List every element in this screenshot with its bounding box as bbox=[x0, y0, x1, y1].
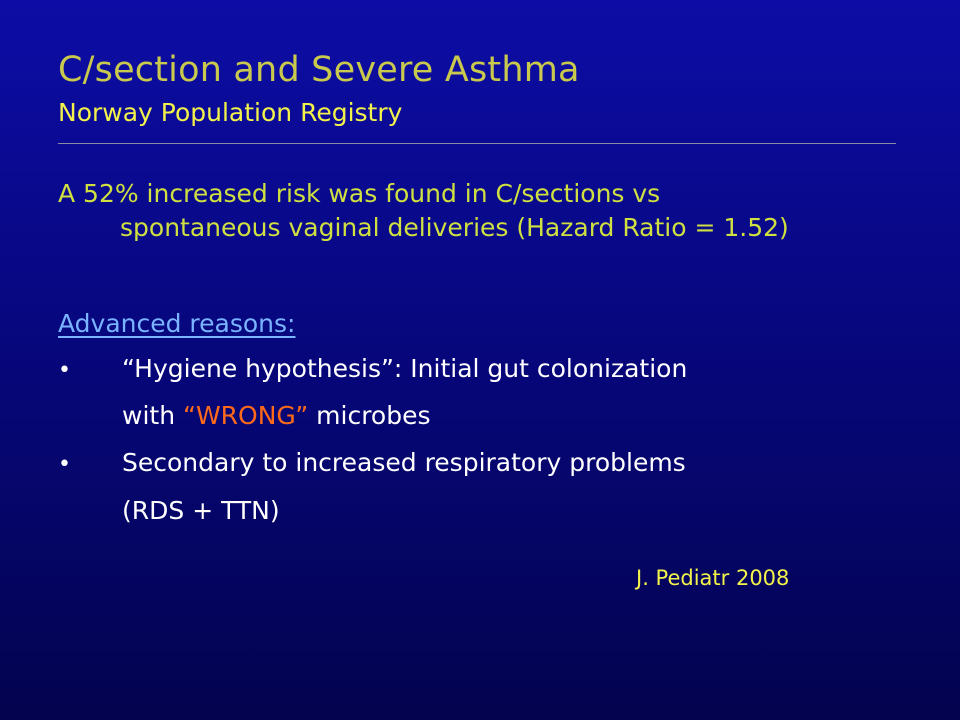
continuation-suffix: microbes bbox=[308, 401, 431, 430]
bullet-respiratory-problems bbox=[58, 448, 686, 477]
bullet-hygiene-hypothesis bbox=[58, 354, 687, 383]
slide-subtitle: Norway Population Registry bbox=[58, 98, 403, 127]
bullet-hygiene-hypothesis-continuation bbox=[122, 401, 431, 430]
hygiene-hypothesis-text: Initial gut colonization bbox=[402, 354, 688, 383]
bullet-respiratory-problems-continuation: (RDS + TTN) bbox=[122, 496, 280, 525]
respiratory-problems-text: Secondary to increased respiratory problems bbox=[122, 448, 686, 477]
continuation-prefix: with bbox=[122, 401, 183, 430]
wrong-emphasis: “WRONG” bbox=[183, 401, 309, 430]
key-finding-line-2: spontaneous vaginal deliveries (Hazard Ratio = 1.52) bbox=[120, 213, 789, 242]
title-divider bbox=[58, 143, 896, 144]
key-finding-line-1: A 52% increased risk was found in C/sections vs bbox=[58, 179, 661, 208]
citation: J. Pediatr 2008 bbox=[636, 566, 790, 590]
hygiene-hypothesis-label: “Hygiene hypothesis”: bbox=[122, 354, 403, 383]
advanced-reasons-heading: Advanced reasons: bbox=[58, 309, 296, 338]
bullet-marker: • bbox=[58, 452, 71, 477]
slide-title: C/section and Severe Asthma bbox=[58, 50, 580, 90]
bullet-marker: • bbox=[58, 358, 71, 383]
key-finding bbox=[58, 177, 918, 245]
